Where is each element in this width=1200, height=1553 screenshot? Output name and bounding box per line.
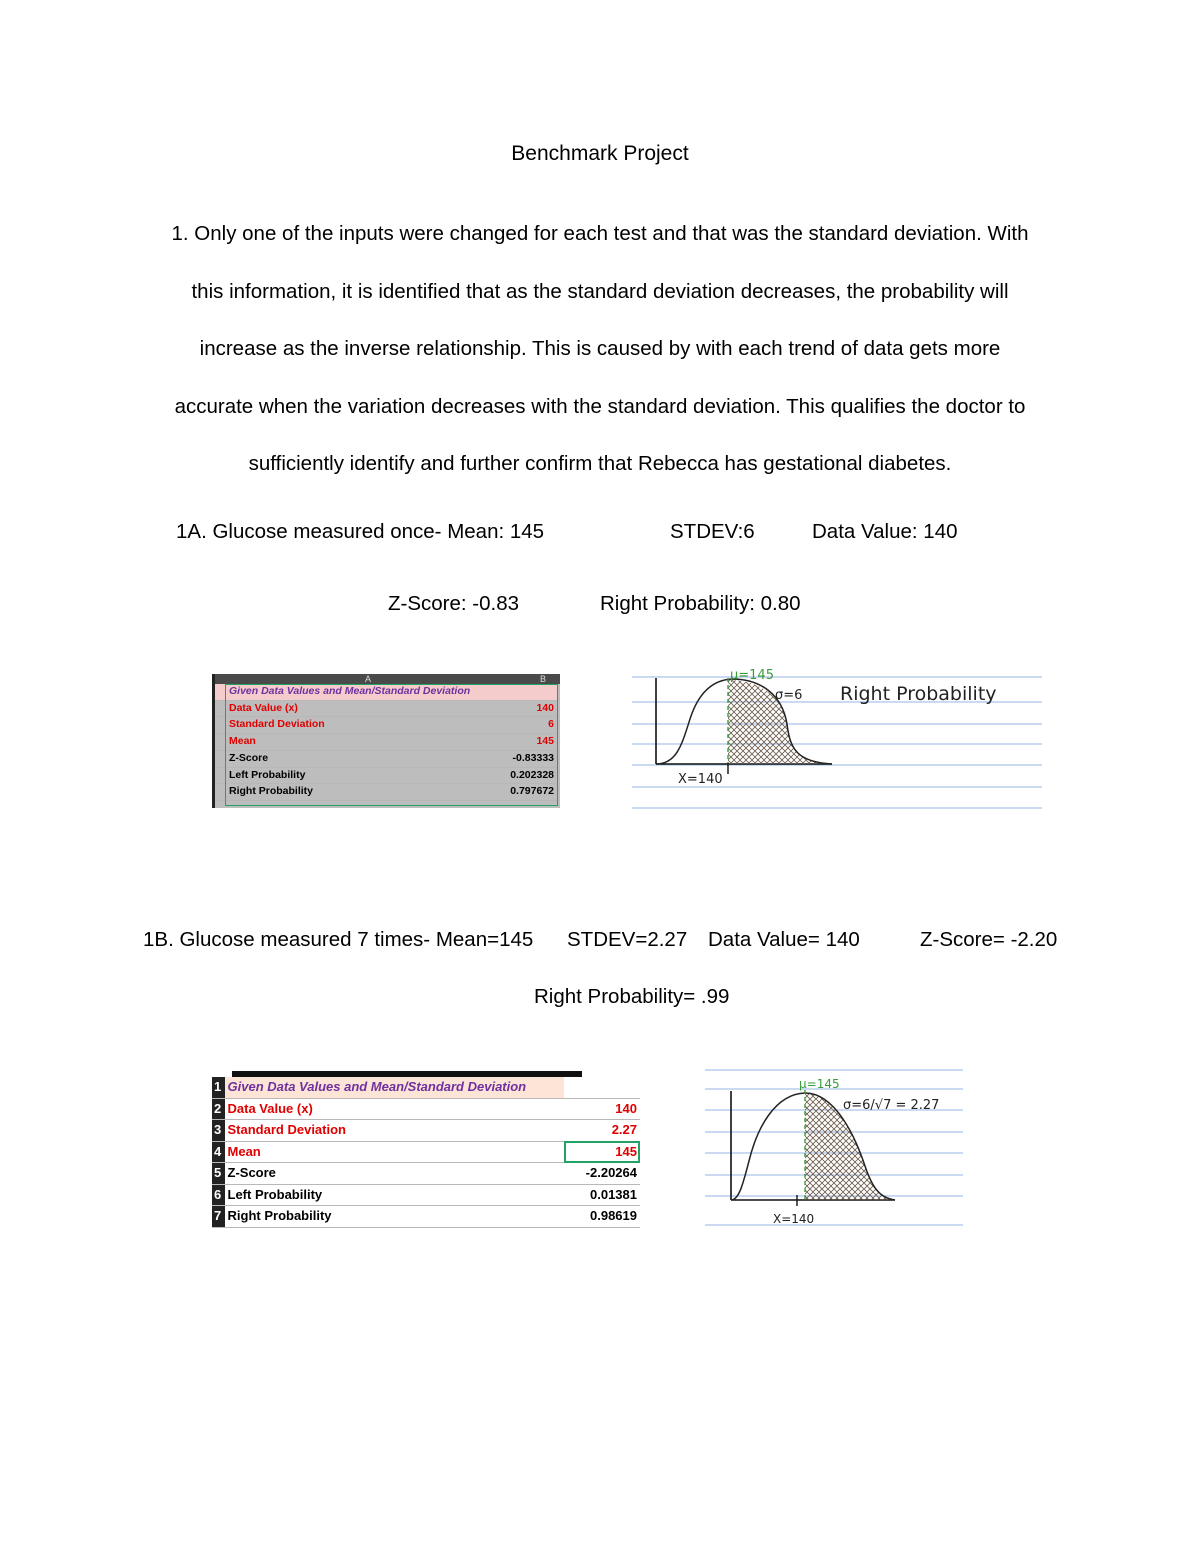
sketch-a-label: Right Probability [840,683,997,705]
part-a-label: 1A. Glucose measured once- Mean: 145 [176,520,545,543]
sketch-a-drawing [632,664,1042,812]
row-value [564,1077,640,1098]
sketch-a [632,664,1042,812]
spreadsheet-a-table [215,684,557,801]
sketch-b [705,1066,963,1228]
sketch-b-sigma: σ=6/√7 = 2.27 [843,1098,940,1113]
row-label: Standard Deviation [225,1120,564,1142]
page-title: Benchmark Project [511,142,689,165]
row-label: Mean [225,1141,564,1163]
row-number: 2 [212,1098,225,1120]
table-row [212,1141,640,1163]
table-row [215,684,557,700]
table-row [215,717,557,734]
part-b-data-value: Data Value= 140 [708,928,860,951]
table-row [215,784,557,801]
row-value: 2.27 [564,1120,640,1142]
sketch-a-mu: µ=145 [730,668,774,683]
part-a-data-value: Data Value: 140 [812,520,958,543]
table-row [212,1163,640,1185]
sketch-a-sigma: σ=6 [775,688,803,703]
part-b-right-probability: Right Probability= .99 [534,985,730,1008]
row-value: 0.202328 [452,767,557,784]
row-value: 0.98619 [564,1206,640,1228]
row-label: Right Probability [225,1206,564,1228]
spreadsheet-b-table [212,1077,640,1228]
paragraph-1 [140,205,1060,493]
column-header-b: B [540,674,547,684]
row-value: 145 [452,734,557,751]
column-header-a: A [365,674,372,684]
paragraph-line: sufficiently identify and further confirm that Rebecca has gestational diabetes. [248,452,952,475]
row-label: Standard Deviation [215,717,452,734]
row-number: 1 [212,1077,225,1098]
part-b-label: 1B. Glucose measured 7 times- Mean=145 [143,928,534,951]
row-value: 140 [452,700,557,717]
row-label: Left Probability [225,1184,564,1206]
table-row [215,750,557,767]
row-value: 140 [564,1098,640,1120]
row-number: 3 [212,1120,225,1142]
sketch-b-drawing [705,1066,963,1228]
row-label: Left Probability [215,767,452,784]
table-row [215,734,557,751]
row-label: Data Value (x) [225,1098,564,1120]
row-value: -0.83333 [452,750,557,767]
row-number: 5 [212,1163,225,1185]
row-label: Mean [215,734,452,751]
part-b-zscore: Z-Score= -2.20 [920,928,1058,951]
selected-cell[interactable]: 145 [564,1141,640,1163]
table-row [215,700,557,717]
part-b-stdev: STDEV=2.27 [567,928,688,951]
row-label: Z-Score [225,1163,564,1185]
table-row [212,1098,640,1120]
paragraph-line: increase as the inverse relationship. This is caused by with each trend of data gets more [199,337,1001,360]
part-a-right-probability: Right Probability: 0.80 [600,592,801,615]
row-label: Right Probability [215,784,452,801]
table-header-cell: Given Data Values and Mean/Standard Deviation [215,684,557,700]
row-label: Z-Score [215,750,452,767]
row-value: 6 [452,717,557,734]
part-a-stdev: STDEV:6 [670,520,755,543]
paragraph-line: this information, it is identified that as the standard deviation decreases, the probability will [191,279,1009,303]
paragraph-line: 1. Only one of the inputs were changed for each test and that was the standard deviation. With [171,222,1029,245]
row-label: Data Value (x) [215,700,452,717]
table-row [212,1206,640,1228]
sketch-b-x: X=140 [773,1212,815,1226]
part-a-zscore: Z-Score: -0.83 [388,592,520,615]
sketch-a-x: X=140 [678,772,723,787]
table-row [212,1184,640,1206]
row-value: -2.20264 [564,1163,640,1185]
table-row [212,1077,640,1098]
row-value: 0.01381 [564,1184,640,1206]
sketch-b-mu: µ=145 [799,1077,840,1091]
paragraph-line: accurate when the variation decreases with the standard deviation. This qualifies the doctor to [174,394,1026,418]
row-number: 6 [212,1184,225,1206]
column-header-row [215,674,560,684]
table-row [212,1120,640,1142]
table-row [215,767,557,784]
row-value: 0.797672 [452,784,557,801]
table-header-cell: Given Data Values and Mean/Standard Deviation [225,1077,564,1098]
row-number: 4 [212,1141,225,1163]
spreadsheet-a [212,674,560,808]
spreadsheet-b [212,1071,642,1232]
row-number: 7 [212,1206,225,1228]
